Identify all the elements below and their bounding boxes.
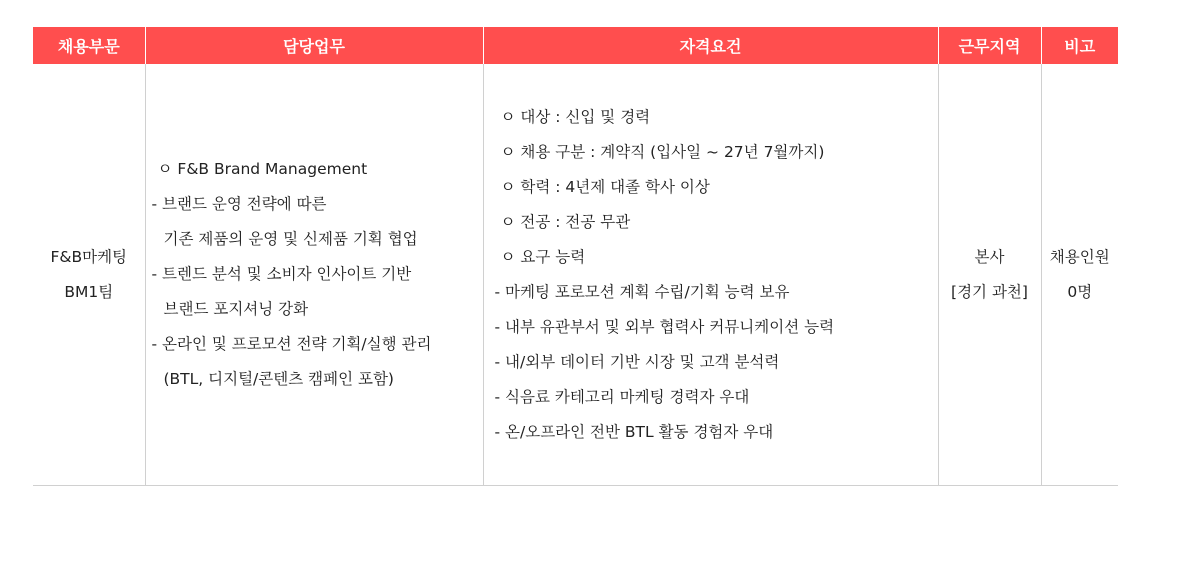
note-cell: [1041, 64, 1118, 486]
duty-line: - 온라인 및 프로모션 전략 기획/실행 관리: [151, 335, 432, 353]
duty-line: ㅇ F&B Brand Management: [157, 160, 368, 178]
header-note: 비고: [1041, 27, 1118, 64]
location-region: [경기 과천]: [951, 282, 1028, 301]
duty-line: - 브랜드 운영 전략에 따른: [151, 195, 327, 213]
header-dept: 채용부문: [33, 27, 145, 64]
duty-cell: [145, 64, 483, 486]
duty-line: 기존 제품의 운영 및 신제품 기획 협업: [163, 230, 418, 248]
team-name: BM1팀: [64, 282, 114, 301]
note-label: 채용인원: [1049, 247, 1110, 266]
header-duty: 담당업무: [145, 27, 483, 64]
requirements-cell: [483, 64, 938, 486]
requirement-line: ㅇ 대상 : 신입 및 경력: [500, 107, 651, 126]
requirement-line: - 내/외부 데이터 기반 시장 및 고객 분석력: [494, 352, 780, 371]
duty-line: 브랜드 포지셔닝 강화: [163, 300, 309, 318]
requirement-line: - 식음료 카테고리 마케팅 경력자 우대: [494, 387, 750, 406]
requirement-line: - 마케팅 포로모션 계획 수립/기획 능력 보유: [494, 282, 790, 301]
location-cell: [938, 64, 1041, 486]
requirement-line: ㅇ 학력 : 4년제 대졸 학사 이상: [500, 177, 710, 196]
duty-line: (BTL, 디지털/콘텐츠 캠페인 포함): [163, 370, 394, 388]
location-office: 본사: [974, 247, 1005, 266]
requirement-line: - 온/오프라인 전반 BTL 활동 경험자 우대: [494, 422, 774, 441]
note-count: 0명: [1067, 282, 1093, 301]
duty-line: - 트렌드 분석 및 소비자 인사이트 기반: [151, 265, 412, 283]
header-requirements: 자격요건: [483, 27, 938, 64]
dept-cell: [33, 64, 145, 486]
job-posting-table: [33, 27, 1118, 486]
table-header-row: [33, 27, 1118, 64]
requirement-line: ㅇ 요구 능력: [500, 247, 586, 266]
requirement-line: - 내부 유관부서 및 외부 협력사 커뮤니케이션 능력: [494, 317, 835, 336]
requirement-line: ㅇ 전공 : 전공 무관: [500, 212, 631, 231]
dept-name: F&B마케팅: [50, 247, 128, 266]
header-location: 근무지역: [938, 27, 1041, 64]
table-row: [33, 64, 1118, 486]
requirement-line: ㅇ 채용 구분 : 계약직 (입사일 ~ 27년 7월까지): [500, 142, 825, 161]
